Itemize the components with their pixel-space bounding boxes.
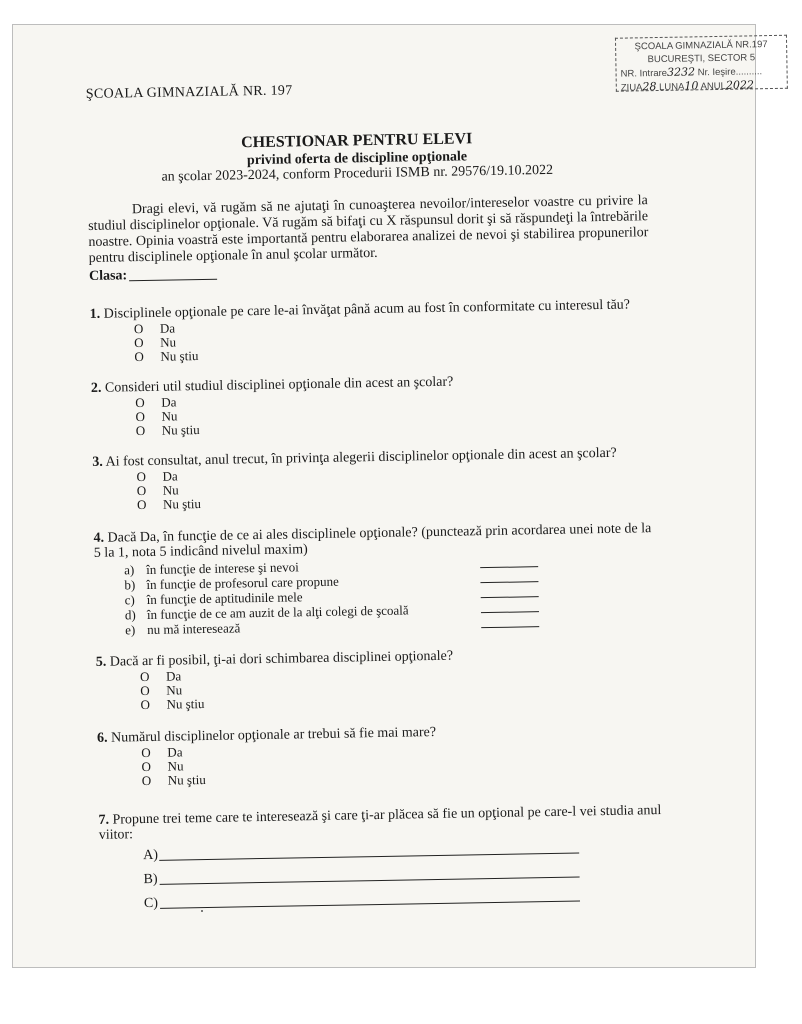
question-text: Disciplinele opţionale pe care le-ai învăţat până acum au fost în conformitate cu interesul tău?	[103, 297, 631, 322]
option-circle-icon[interactable]: O	[134, 349, 144, 365]
option-label: Nu	[162, 482, 179, 498]
proposal-input-line[interactable]	[159, 852, 579, 860]
document-title: CHESTIONAR PENTRU ELEVI	[241, 130, 473, 152]
stamp-iesire-label: Nr. Ieşire	[697, 66, 736, 79]
stamp-intrare-label: NR. Intrare	[620, 67, 668, 80]
clasa-field	[89, 267, 217, 285]
rating-input-line[interactable]	[481, 626, 539, 628]
intro-paragraph: Dragi elevi, vă rugăm să ne ajutaţi în cunoaşterea nevoilor/intereselor voastre cu privire la studiul disciplinelor opţionale. Vă rugăm să bifaţi cu X răspunsul dorit şi să răspundeţi la întrebările noastre. Opinia voastră este importantă pentru elaborarea analizei de nevoi şi stabilirea propunerilor pentru disciplinele opţionale în anul şcolar următor.	[88, 193, 649, 266]
option-circle-icon[interactable]: O	[135, 423, 146, 439]
question-text: Dacă Da, în funcţie de ce ai ales disciplinele opţionale? (punctează prin acordarea unei note de la 5 la 1, nota 5 indicând nivelul maxim)	[93, 521, 652, 561]
question-text: Consideri util studiul disciplinei opţionale din acest an şcolar?	[104, 374, 454, 396]
rating-input-line[interactable]	[481, 611, 539, 613]
question-number: 6.	[96, 730, 108, 746]
registration-stamp	[615, 35, 788, 92]
option-circle-icon[interactable]: O	[133, 321, 144, 337]
option-circle-icon[interactable]: O	[135, 395, 145, 411]
proposal-lines	[143, 839, 665, 920]
proposal-label: B)	[143, 871, 158, 888]
answer-options	[141, 737, 663, 788]
question-3	[92, 445, 658, 513]
rating-item-text: în funcţie de interese şi nevoi	[146, 559, 299, 578]
option-circle-icon[interactable]: O	[141, 772, 152, 789]
question-text: Propune trei teme care te interesează şi care ţi-ar plăcea să fie un opţional pe care-l vei studia anul viitor:	[98, 803, 662, 843]
option-label: Nu ştiu	[167, 772, 206, 788]
stamp-ziua-label: ZIUA	[620, 82, 643, 94]
question-number: 7.	[98, 812, 110, 828]
stamp-luna-label: LUNA	[659, 81, 685, 93]
question-6	[97, 721, 663, 789]
option-label: Da	[161, 394, 177, 410]
stamp-date-row	[621, 78, 783, 95]
document-reference: an şcolar 2023-2024, conform Procedurii ISMB nr. 29576/19.10.2022	[161, 162, 554, 185]
clasa-input-line[interactable]	[129, 279, 217, 282]
stamp-iesire-value: ..........	[735, 66, 763, 78]
option-label: Nu	[167, 758, 184, 774]
stamp-city: BUCUREŞTI, SECTOR 5	[647, 52, 756, 66]
rating-input-line[interactable]	[480, 566, 538, 568]
school-name: ŞCOALA GIMNAZIALĂ NR. 197	[85, 83, 293, 102]
proposal-label: C)	[143, 895, 159, 912]
option-label: Nu	[166, 682, 183, 698]
rating-item-text: nu mă interesează	[147, 620, 241, 638]
question-4	[93, 521, 660, 638]
question-text: Dacă ar fi posibil, ţi-ai dori schimbarea disciplinei opţionale?	[109, 648, 454, 670]
answer-options	[140, 661, 662, 712]
question-1	[90, 297, 656, 365]
rating-item-text: în funcţie de ce am auzit de la alţi colegi de şcoală	[146, 602, 409, 623]
option-label: Nu ştiu	[162, 496, 202, 512]
document-content	[85, 35, 768, 912]
stamp-ziua-value: 28	[642, 80, 657, 94]
option-circle-icon[interactable]: O	[141, 758, 152, 775]
rating-input-line[interactable]	[480, 581, 538, 583]
question-2	[91, 371, 657, 439]
proposal-input-line[interactable]	[160, 876, 580, 884]
option-circle-icon[interactable]: O	[136, 469, 147, 485]
option-label: Nu ştiu	[161, 422, 200, 438]
option-circle-icon[interactable]: O	[140, 696, 151, 713]
document-subtitle: privind oferta de discipline opţionale	[246, 149, 468, 169]
question-number: 1.	[89, 306, 101, 322]
question-5	[96, 645, 662, 713]
answer-options	[135, 387, 657, 438]
option-label: Da	[167, 744, 183, 760]
option-label: Nu	[161, 408, 178, 424]
option-circle-icon[interactable]: O	[134, 335, 144, 351]
rating-item-letter: c)	[124, 592, 135, 608]
rating-item-letter: b)	[124, 577, 136, 593]
stamp-anul-label: ANUL	[700, 80, 727, 93]
question-number: 2.	[90, 380, 102, 396]
question-text: Numărul disciplinelor opţionale ar trebui să fie mai mare?	[110, 724, 437, 746]
stamp-luna-value: 10	[684, 79, 699, 93]
option-circle-icon[interactable]: O	[141, 744, 151, 761]
proposal-label: A)	[143, 847, 159, 864]
stamp-anul-value: 2022	[725, 78, 755, 92]
option-circle-icon[interactable]: O	[136, 496, 147, 513]
answer-options	[136, 461, 658, 512]
option-circle-icon[interactable]: O	[139, 668, 150, 685]
rating-item-text: în funcţie de aptitudinile mele	[146, 589, 303, 608]
rating-options	[124, 553, 660, 637]
option-circle-icon[interactable]: O	[135, 409, 146, 425]
clasa-label: Clasa:	[88, 268, 128, 284]
option-label: Nu	[160, 334, 177, 350]
document-page	[12, 24, 768, 968]
rating-input-line[interactable]	[481, 596, 539, 598]
rating-item-text: în funcţie de profesorul care propune	[146, 573, 339, 593]
rating-item-letter: e)	[125, 622, 136, 638]
question-number: 4.	[93, 530, 105, 546]
question-7	[98, 803, 665, 921]
paper-speck	[201, 910, 203, 912]
rating-item-letter: a)	[124, 562, 135, 578]
option-label: Da	[165, 668, 182, 684]
question-text: Ai fost consultat, anul trecut, în privinţa alegerii disciplinelor opţionale din acest an şcolar?	[105, 445, 617, 470]
option-label: Da	[159, 320, 176, 336]
stamp-intrare-value: 3232	[666, 65, 696, 79]
stamp-registration-row	[620, 64, 782, 81]
option-label: Nu ştiu	[160, 348, 199, 364]
option-label: Nu ştiu	[166, 696, 205, 712]
question-number: 5.	[95, 654, 107, 670]
option-circle-icon[interactable]: O	[140, 682, 150, 699]
answer-options	[134, 313, 656, 364]
option-circle-icon[interactable]: O	[136, 483, 147, 499]
rating-item-letter: d)	[124, 607, 136, 623]
proposal-input-line[interactable]	[160, 900, 580, 908]
question-number: 3.	[92, 454, 103, 470]
option-label: Da	[162, 468, 178, 484]
stamp-school-name: ŞCOALA GIMNAZIALĂ NR.197	[634, 39, 768, 53]
